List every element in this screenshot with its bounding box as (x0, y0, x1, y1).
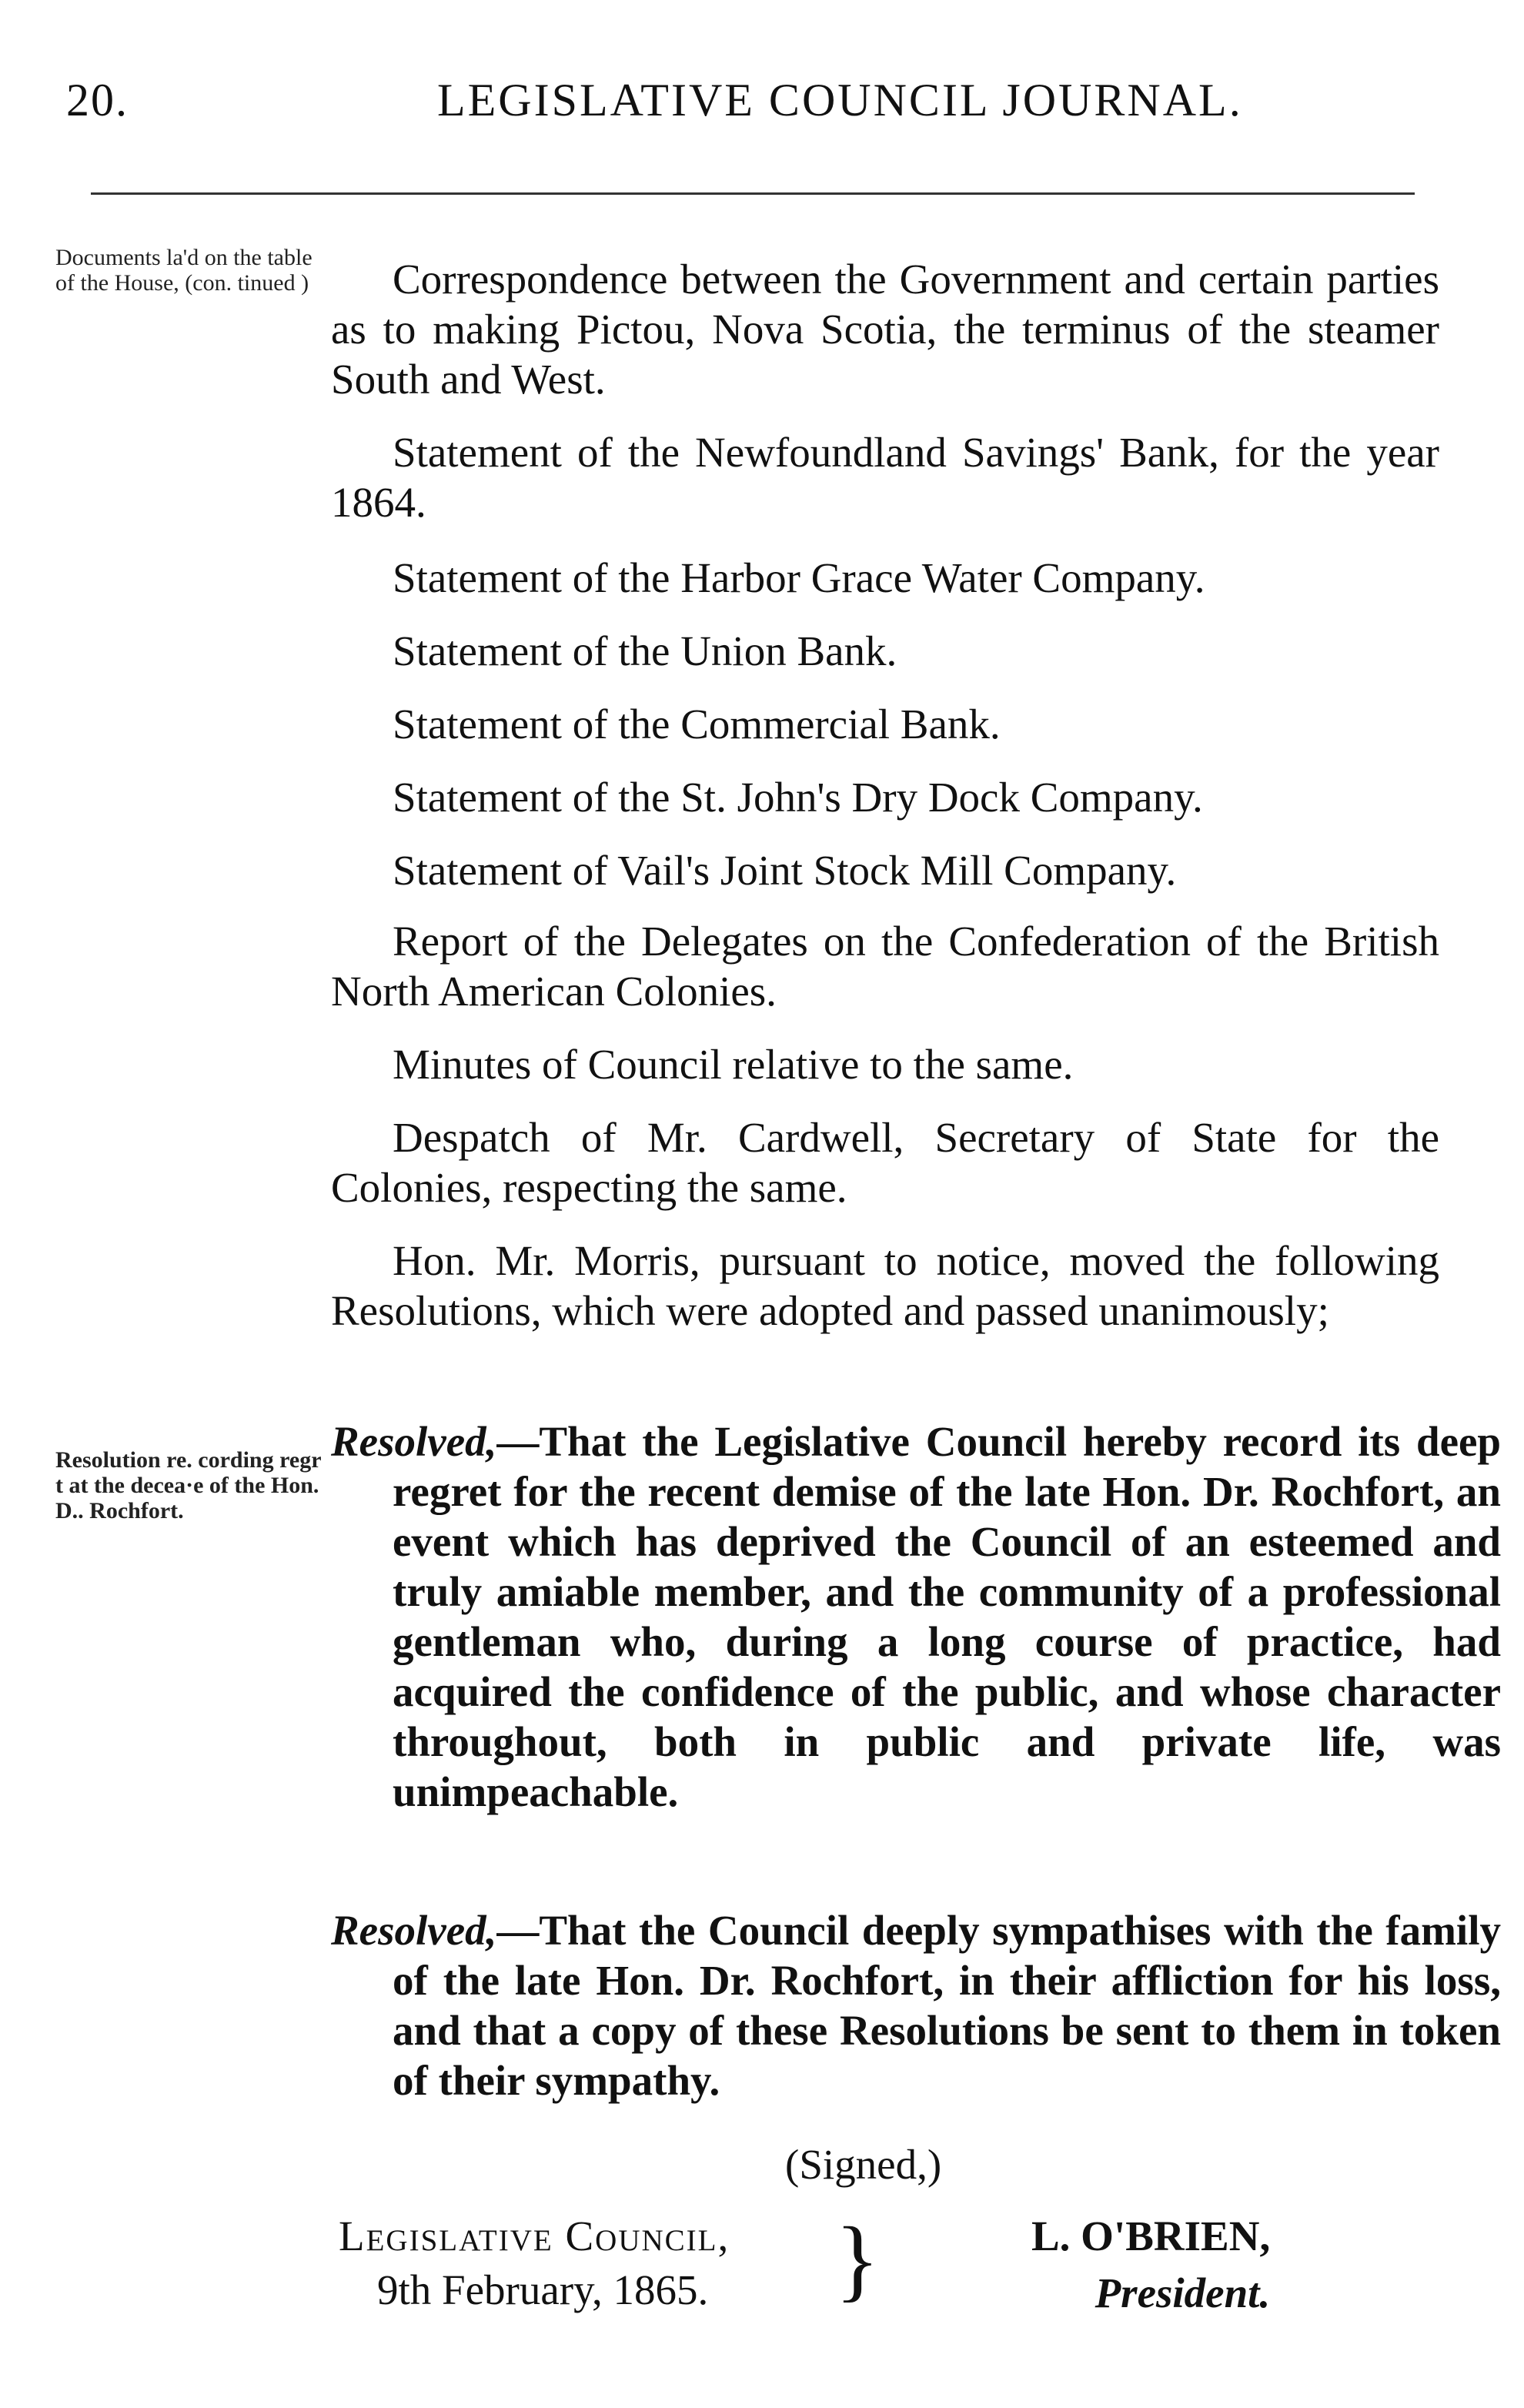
resolution-text: —That the Legislative Council hereby record its deep regret for the recent demise of the late Hon. Dr. Rochfort, an event which has deprived the Council of an esteemed and truly amiable member, and the community of a professional gentleman who, during a long course of practice, had acquired the confidence of the public, and whose character throughout, both in public and private life, was unimpeachable. (393, 1418, 1501, 1815)
signature-block (1031, 2209, 1270, 2320)
item-text: Correspondence between the Government and certain parties as to making Pictou, Nova Scotia, the terminus of the steamer South and West. (331, 256, 1439, 403)
page-number: 20. (66, 75, 129, 125)
running-title: LEGISLATIVE COUNCIL JOURNAL. (437, 75, 1243, 125)
resolved-label: Resolved, (331, 1418, 497, 1465)
resolved-label: Resolved, (331, 1907, 497, 1954)
item-despatch: Despatch of Mr. Cardwell, Secretary of State for the Colonies, respecting the same. (331, 1114, 1439, 1211)
resolution-1 (331, 1416, 1501, 1817)
signature-role: President. (1095, 2269, 1271, 2316)
sidenote-resolution: Resolution re. cording regr t at the decea·e of the Hon. D.. Rochfort. (55, 1447, 321, 1523)
item-dry-dock: Statement of the St. John's Dry Dock Company. (393, 774, 1203, 821)
resolution-2 (331, 1905, 1501, 2105)
header-rule (91, 192, 1415, 195)
page-header (54, 74, 1470, 143)
item-union-bank: Statement of the Union Bank. (393, 627, 897, 674)
signature-name: L. O'BRIEN, (1031, 2212, 1271, 2259)
sidenote-documents: Documents la'd on the table of the House, (con. tinued ) (55, 245, 312, 296)
resolution-text: —That the Council deeply sympathises with the family of the late Hon. Dr. Rochfort, in their affliction for his loss, and that a copy of these Resolutions be sent to them in token of their sympathy. (393, 1907, 1501, 2104)
item-delegates-report: Report of the Delegates on the Confederation of the British North American Colonies. (331, 918, 1439, 1015)
signature-date: 9th February, 1865. (377, 2266, 709, 2313)
item-harbor-grace: Statement of the Harbor Grace Water Company. (393, 554, 1205, 601)
signed-label: (Signed,) (785, 2141, 942, 2188)
item-vails-mill: Statement of Vail's Joint Stock Mill Company. (393, 847, 1177, 894)
signature-place-date (339, 2209, 730, 2317)
item-correspondence (331, 254, 1439, 404)
item-commercial-bank: Statement of the Commercial Bank. (393, 701, 1001, 747)
item-motion: Hon. Mr. Morris, pursuant to notice, moved the following Resolutions, which were adopted and passed unanimously; (331, 1237, 1439, 1334)
item-minutes: Minutes of Council relative to the same. (393, 1041, 1074, 1088)
signature-place: Legislative Council, (339, 2212, 730, 2259)
item-savings-bank: Statement of the Newfoundland Savings' Bank, for the year 1864. (331, 429, 1439, 526)
brace-glyph: } (835, 2208, 880, 2310)
